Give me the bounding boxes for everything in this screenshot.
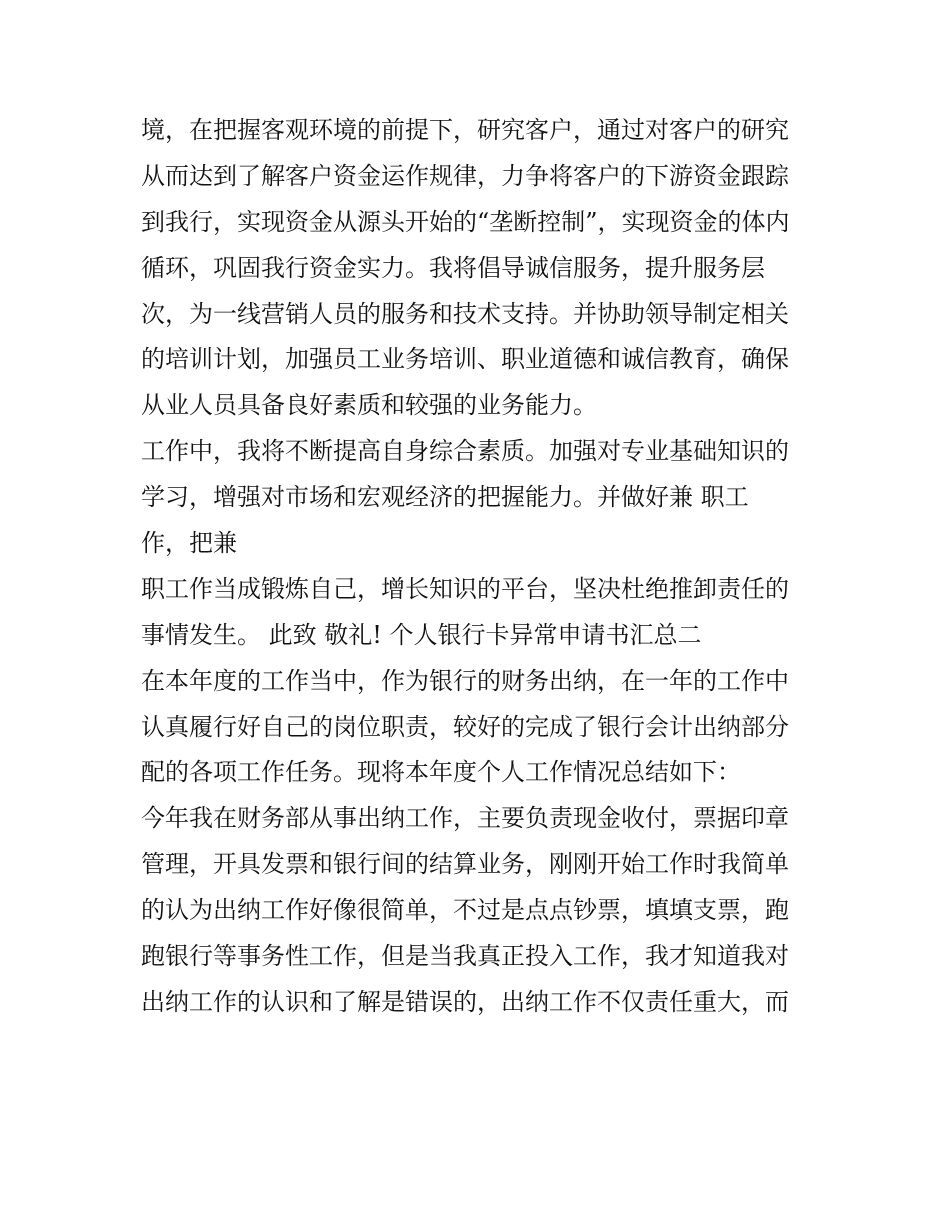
- text-line: 认真履行好自己的岗位职责，较好的完成了银行会计出纳部分: [141, 712, 789, 741]
- text-line: 作，把兼: [141, 529, 237, 558]
- text-line: 的培训计划，加强员工业务培训、职业道德和诚信教育，确保: [141, 345, 789, 374]
- text-line: 管理，开具发票和银行间的结算业务，刚刚开始工作时我简单: [141, 850, 789, 879]
- text-line: 配的各项工作任务。现将本年度个人工作情况总结如下：: [141, 758, 741, 787]
- text-line: 职工作当成锻炼自己，增长知识的平台，坚决杜绝推卸责任的: [141, 574, 789, 603]
- text-line: 学习，增强对市场和宏观经济的把握能力。并做好兼 职工: [141, 483, 749, 512]
- text-line: 今年我在财务部从事出纳工作，主要负责现金收付，票据印章: [141, 804, 789, 833]
- text-line: 出纳工作的认识和了解是错误的，出纳工作不仅责任重大，而: [141, 987, 789, 1016]
- text-line: 事情发生。 此致 敬礼! 个人银行卡异常申请书汇总二: [141, 620, 702, 649]
- text-line: 从业人员具备良好素质和较强的业务能力。: [141, 391, 597, 420]
- text-line: 次，为一线营销人员的服务和技术支持。并协助领导制定相关: [141, 299, 789, 328]
- body-text: [141, 108, 821, 1026]
- text-line: 从而达到了解客户资金运作规律，力争将客户的下游资金跟踪: [141, 161, 789, 190]
- text-line: 到我行，实现资金从源头开始的“垄断控制”，实现资金的体内: [141, 207, 790, 236]
- text-line: 循环，巩固我行资金实力。我将倡导诚信服务，提升服务层: [141, 253, 765, 282]
- text-line: 跑银行等事务性工作，但是当我真正投入工作，我才知道我对: [141, 942, 789, 971]
- text-line: 境，在把握客观环境的前提下，研究客户，通过对客户的研究: [141, 116, 789, 144]
- text-line: 工作中，我将不断提高自身综合素质。加强对专业基础知识的: [141, 437, 789, 466]
- text-line: 在本年度的工作当中，作为银行的财务出纳，在一年的工作中: [141, 666, 789, 695]
- text-line: 的认为出纳工作好像很简单，不过是点点钞票，填填支票，跑: [141, 896, 789, 925]
